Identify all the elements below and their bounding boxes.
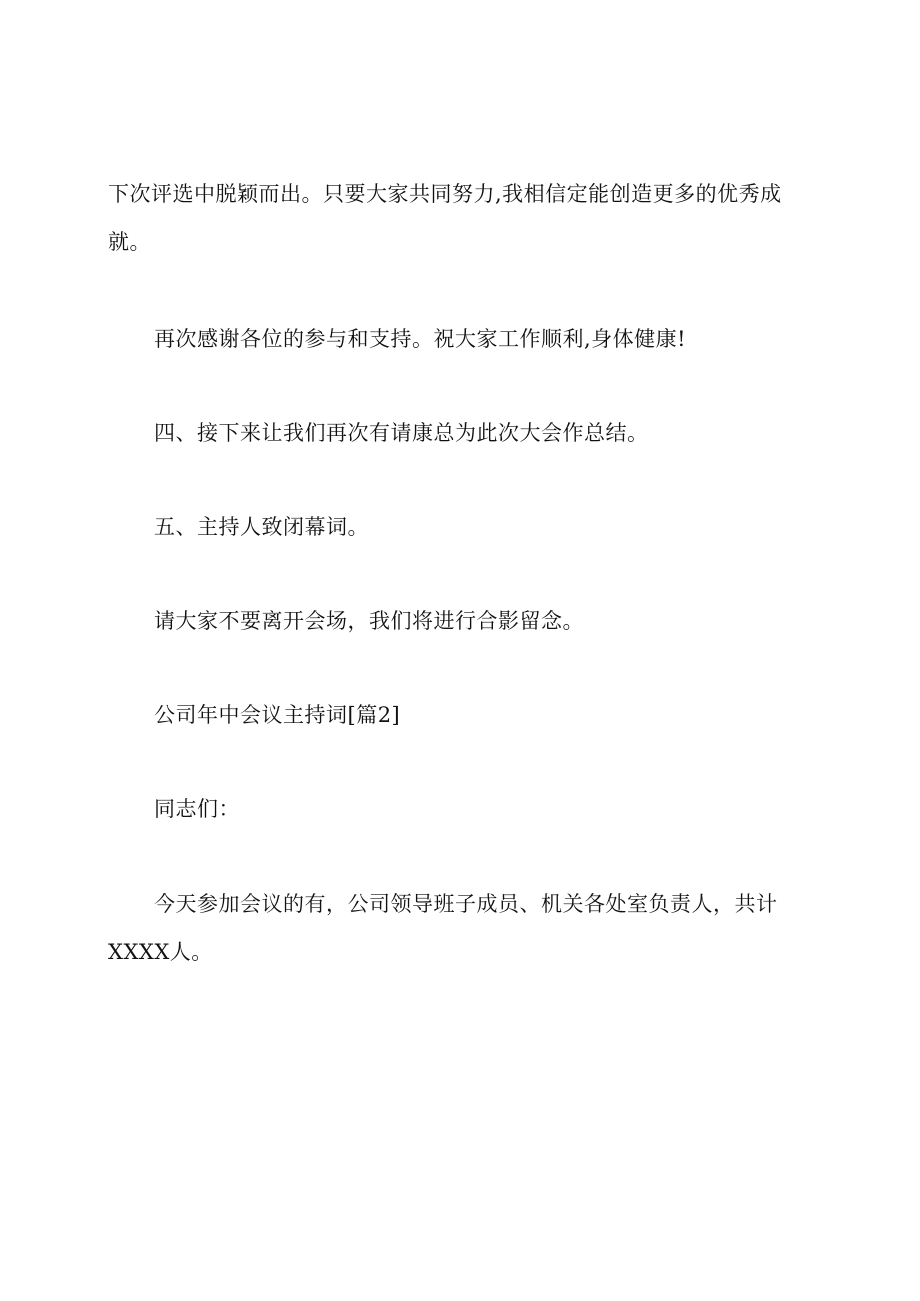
paragraph-group-photo: 请大家不要离开会场，我们将进行合影留念。 [154, 609, 584, 633]
paragraph-line: XXXX人。 [108, 940, 213, 964]
paragraph-line: 就。 [108, 230, 151, 254]
paragraph-item-five: 五、主持人致闭幕词。 [154, 515, 369, 539]
salutation: 同志们： [154, 797, 240, 821]
section-heading: 公司年中会议主持词[篇2] [154, 703, 401, 727]
paragraph-continuation [108, 170, 798, 266]
paragraph-attendees [108, 880, 798, 976]
paragraph-item-four: 四、接下来让我们再次有请康总为此次大会作总结。 [154, 421, 649, 445]
paragraph-thanks: 再次感谢各位的参与和支持。祝大家工作顺利,身体健康! [154, 327, 687, 351]
paragraph-line: 今天参加会议的有，公司领导班子成员、机关各处室负责人，共计 [154, 892, 778, 916]
paragraph-line: 下次评选中脱颖而出。只要大家共同努力,我相信定能创造更多的优秀成 [108, 182, 782, 206]
